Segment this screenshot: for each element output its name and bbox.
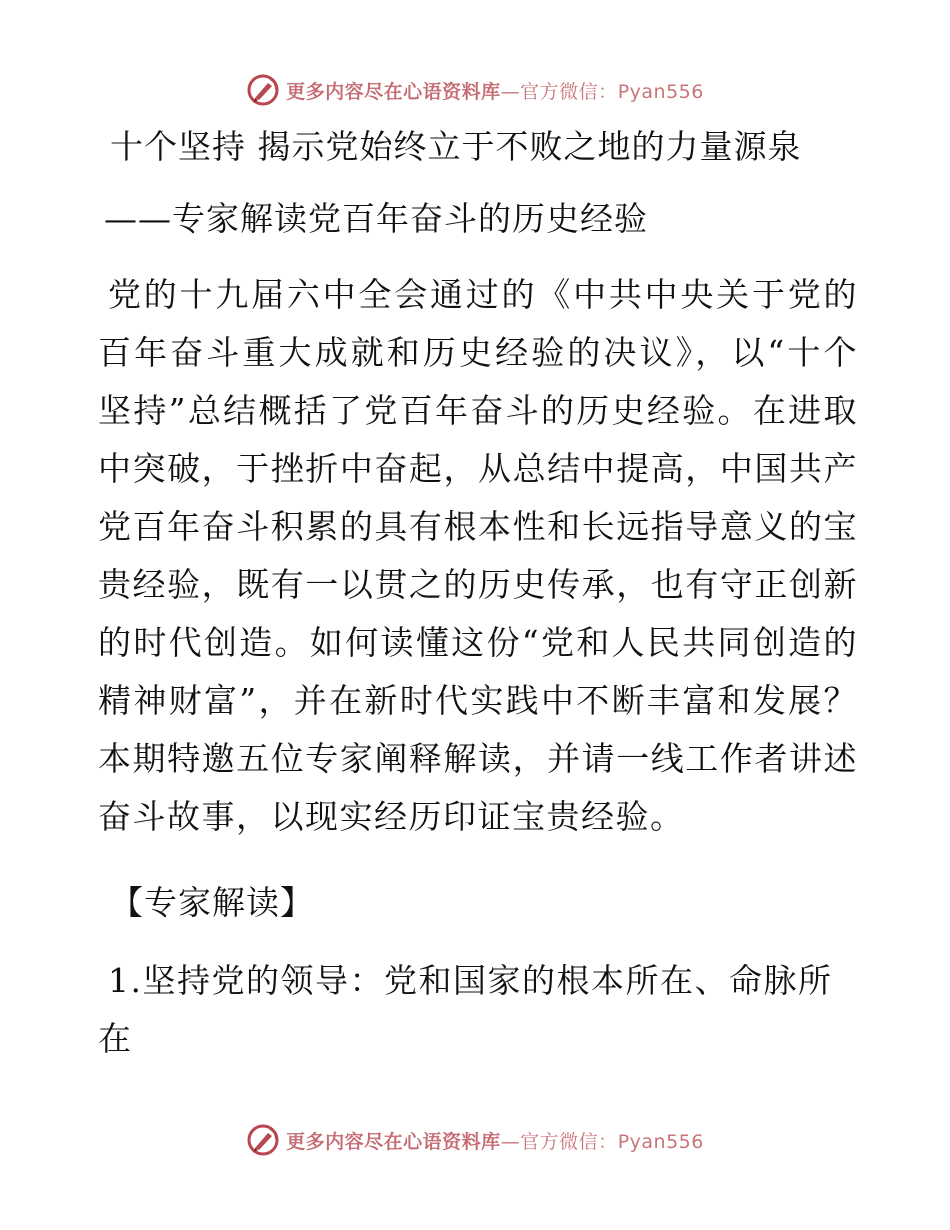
header-watermark-banner <box>0 70 950 110</box>
pen-circle-logo-icon <box>246 73 280 107</box>
watermark-wechat-id: Pyan556 <box>617 80 704 103</box>
document-body <box>98 122 858 1068</box>
watermark-separator: — <box>500 1130 521 1153</box>
watermark-wechat-label: 官方微信： <box>520 1130 618 1153</box>
section-heading: 【专家解读】 <box>110 883 314 922</box>
footer-watermark-banner <box>0 1120 950 1160</box>
document-subtitle: ——专家解读党百年奋斗的历史经验 <box>104 199 648 238</box>
watermark-brand: 更多内容尽在心语资料库 <box>286 80 501 103</box>
watermark-text <box>286 77 704 104</box>
item-heading-1: 1.坚持党的领导：党和国家的根本所在、命脉所在 <box>98 961 833 1058</box>
watermark-brand: 更多内容尽在心语资料库 <box>286 1130 501 1153</box>
intro-paragraph: 党的十九届六中全会通过的《中共中央关于党的百年奋斗重大成就和历史经验的决议》，以“十个坚持”总结概括了党百年奋斗的历史经验。在进取中突破，于挫折中奋起，从总结中提高，中国共产党百年奋斗积累的具有根本性和长远指导意义的宝贵经验，既有一以贯之的历史传承，也有守正创新的时代创造。如何读懂这份“党和人民共同创造的精神财富”，并在新时代实践中不断丰富和发展？本期特邀五位专家阐释解读，并请一线工作者讲述奋斗故事，以现实经历印证宝贵经验。 <box>98 275 858 836</box>
watermark-separator: — <box>500 80 521 103</box>
watermark-wechat-label: 官方微信： <box>520 80 618 103</box>
watermark-wechat-id: Pyan556 <box>617 1130 704 1153</box>
document-title: 十个坚持 揭示党始终立于不败之地的力量源泉 <box>110 127 802 166</box>
watermark-text <box>286 1127 704 1154</box>
pen-circle-logo-icon <box>246 1123 280 1157</box>
